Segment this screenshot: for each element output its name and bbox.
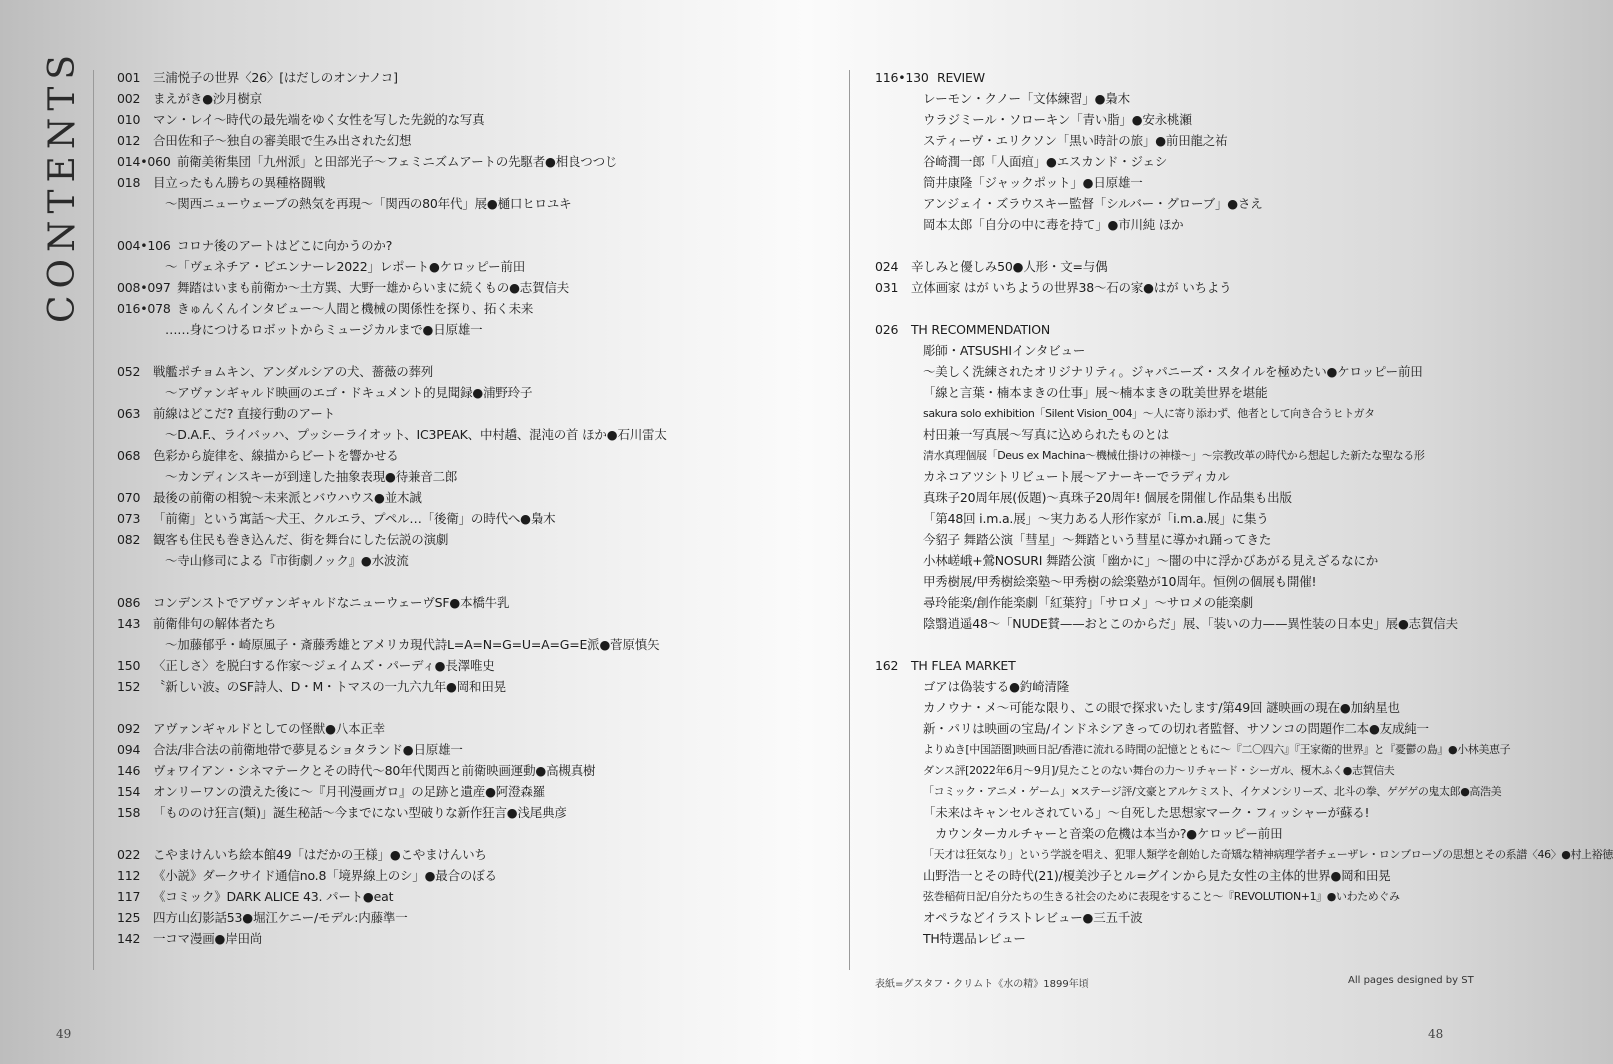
toc-entry xyxy=(117,88,667,109)
section-item: 村田兼一写真展〜写真に込められたものとは xyxy=(923,427,1170,442)
entry-page-number: 031 xyxy=(875,280,899,295)
group-spacer xyxy=(117,571,667,592)
section-item: アンジェイ・ズラウスキー監督「シルバー・グローブ」●さえ xyxy=(923,196,1263,211)
page-number-left: 49 xyxy=(56,1027,72,1041)
entry-title: 「前衛」という寓話〜犬王、クルエラ、プペル…「後衛」の時代へ●梟木 xyxy=(153,511,556,526)
entry-page-number: 016•078 xyxy=(117,301,171,316)
section-item: 「コミック・アニメ・ゲーム」×ステージ評/文豪とアルケミスト、イケメンシリーズ、北斗の拳、ゲゲゲの鬼太郎●高浩美 xyxy=(923,785,1502,798)
entry-page-number: 004•106 xyxy=(117,238,171,253)
entry-page-number: 112 xyxy=(117,868,141,883)
toc-entry xyxy=(117,403,667,424)
entry-title: コンデンストでアヴァンギャルドなニューウェーヴSF●本橋牛乳 xyxy=(153,595,510,610)
section-item: ウラジミール・ソローキン「青い脂」●安永桃瀬 xyxy=(923,112,1192,127)
entry-title: オンリーワンの潰えた後に〜『月刊漫画ガロ』の足跡と遺産●阿澄森羅 xyxy=(153,784,546,799)
entry-page-number: 150 xyxy=(117,658,141,673)
toc-entry xyxy=(117,445,667,466)
group-spacer xyxy=(117,823,667,844)
entry-title: 合法/非合法の前衛地帯で夢見るショタランド●日原雄一 xyxy=(153,742,463,757)
section-item: カノウナ・メ〜可能な限り、この眼で探求いたします/第49回 謎映画の現在●加納星也 xyxy=(923,700,1400,715)
toc-entry xyxy=(875,277,1613,298)
section-item: 小林嵯峨+鶯NOSURI 舞踏公演「幽かに」〜闇の中に浮かびあがる見えざるなにか xyxy=(923,553,1379,568)
toc-entry xyxy=(117,886,667,907)
toc-entry xyxy=(117,172,667,193)
toc-entry xyxy=(875,256,1613,277)
entry-page-number: 010 xyxy=(117,112,141,127)
entry-page-number: 012 xyxy=(117,133,141,148)
section-item: スティーヴ・エリクソン「黒い時計の旅」●前田龍之祐 xyxy=(923,133,1228,148)
toc-entry xyxy=(117,193,667,214)
toc-entry xyxy=(117,487,667,508)
left-divider xyxy=(93,70,94,970)
toc-entry xyxy=(117,676,667,697)
entry-page-number: 086 xyxy=(117,595,141,610)
toc-entry xyxy=(117,298,667,319)
toc-entry xyxy=(117,256,667,277)
entry-page-number: 154 xyxy=(117,784,141,799)
design-credit: All pages designed by ST xyxy=(1348,975,1474,986)
toc-entry xyxy=(117,109,667,130)
section-item: レーモン・クノー「文体練習」●梟木 xyxy=(923,91,1130,106)
entry-title: 《小説》ダークサイド通信no.8「境界線上のシ」●最合のぼる xyxy=(153,868,497,883)
entry-subtitle: 〜「ヴェネチア・ビエンナーレ2022」レポート●ケロッピー前田 xyxy=(165,259,526,274)
page-number-right: 48 xyxy=(1428,1027,1444,1041)
entry-title: まえがき●沙月樹京 xyxy=(153,91,263,106)
entry-page-number: 070 xyxy=(117,490,141,505)
entry-subtitle: ……身につけるロボットからミュージカルまで●日原雄一 xyxy=(165,322,483,337)
entry-page-number: 068 xyxy=(117,448,141,463)
entry-title: こやまけんいち絵本館49「はだかの王様」●こやまけんいち xyxy=(153,847,487,862)
entry-page-number: 117 xyxy=(117,889,141,904)
section-spacer xyxy=(875,235,1613,256)
section-item: 「天才は狂気なり」という学説を唱え、犯罪人類学を創始した奇矯な精神病理学者チェーザレ・ロンブローゾの思想とその系譜〈46〉●村上裕徳 xyxy=(923,848,1613,861)
group-spacer xyxy=(117,214,667,235)
group-spacer xyxy=(117,340,667,361)
entry-page-number: 073 xyxy=(117,511,141,526)
entry-page-number: 142 xyxy=(117,931,141,946)
section-item: 彫師・ATSUSHIインタビュー xyxy=(923,343,1086,358)
section-item: オペラなどイラストレビュー●三五千波 xyxy=(923,910,1143,925)
entry-title: 戦艦ポチョムキン、アンダルシアの犬、薔薇の葬列 xyxy=(153,364,434,379)
entry-subtitle: 〜アヴァンギャルド映画のエゴ・ドキュメント的見聞録●浦野玲子 xyxy=(165,385,533,400)
entry-page-number: 125 xyxy=(117,910,141,925)
entry-title: 目立ったもん勝ちの異種格闘戦 xyxy=(153,175,326,190)
section-item: 新・パリは映画の宝島/インドネシアきっての切れ者監督、サソンコの問題作二本●友成純一 xyxy=(923,721,1429,736)
entry-title: 前衛美術集団「九州派」と田部光子〜フェミニズムアートの先駆者●相良つつじ xyxy=(177,154,618,169)
section-item: カネコアツシトリビュート展〜アナーキーでラディカル xyxy=(923,469,1230,484)
toc-entry xyxy=(117,634,667,655)
entry-title: 前衛俳句の解体者たち xyxy=(153,616,277,631)
toc-entry xyxy=(117,928,667,949)
toc-entry xyxy=(117,67,667,88)
entry-title: 色彩から旋律を、線描からビートを響かせる xyxy=(153,448,399,463)
section-item: 谷崎潤一郎「人面疽」●エスカンド・ジェシ xyxy=(923,154,1168,169)
section-spacer xyxy=(875,634,1613,655)
entry-title: ヴォワイアン・シネマテークとその時代〜80年代関西と前衛映画運動●高槻真樹 xyxy=(153,763,596,778)
section-spacer xyxy=(875,298,1613,319)
toc-entry xyxy=(117,907,667,928)
entry-page-number: 022 xyxy=(117,847,141,862)
entry-title: 前線はどこだ? 直接行動のアート xyxy=(153,406,336,421)
section-title: TH FLEA MARKET xyxy=(911,658,1016,673)
toc-entry xyxy=(117,319,667,340)
entry-page-number: 143 xyxy=(117,616,141,631)
entry-title: 観客も住民も巻き込んだ、街を舞台にした伝説の演劇 xyxy=(153,532,449,547)
entry-page-number: 063 xyxy=(117,406,141,421)
entry-title: 〝新しい波〟のSF詩人、D・M・トマスの一九六九年●岡和田晃 xyxy=(153,679,506,694)
section-header xyxy=(875,67,1613,88)
toc-entry xyxy=(117,613,667,634)
section-header xyxy=(875,655,1613,676)
entry-page-number: 092 xyxy=(117,721,141,736)
entry-title: 四方山幻影話53●堀江ケニー/モデル:内藤準一 xyxy=(153,910,408,925)
section-page-number: 026 xyxy=(875,322,899,337)
toc-entry xyxy=(117,361,667,382)
entry-page-number: 018 xyxy=(117,175,141,190)
left-contents-list xyxy=(117,67,667,949)
entry-title: コロナ後のアートはどこに向かうのか? xyxy=(177,238,393,253)
entry-title: 合田佐和子〜独自の審美眼で生み出された幻想 xyxy=(153,133,412,148)
toc-entry xyxy=(117,151,667,172)
right-divider xyxy=(849,70,850,970)
toc-entry xyxy=(117,508,667,529)
section-item: 筒井康隆「ジャックポット」●日原雄一 xyxy=(923,175,1143,190)
toc-entry xyxy=(117,802,667,823)
entry-title: 舞踏はいまも前衛か〜土方巽、大野一雄からいまに続くもの●志賀信夫 xyxy=(177,280,570,295)
entry-title: 最後の前衛の相貌〜未来派とバウハウス●並木誠 xyxy=(153,490,422,505)
section-item: 陰翳逍遥48〜「NUDE賛——おとこのからだ」展、「装いの力——異性装の日本史」展●志賀信夫 xyxy=(923,616,1458,631)
entry-title: 三浦悦子の世界〈26〉[はだしのオンナノコ] xyxy=(153,70,398,85)
contents-title: CONTENTS xyxy=(42,47,84,323)
entry-page-number: 008•097 xyxy=(117,280,171,295)
entry-title: 辛しみと優しみ50●人形・文=与偶 xyxy=(911,259,1108,274)
entry-page-number: 082 xyxy=(117,532,141,547)
toc-entry xyxy=(117,760,667,781)
toc-entry xyxy=(117,466,667,487)
entry-title: マン・レイ〜時代の最先端をゆく女性を写した先鋭的な写真 xyxy=(153,112,485,127)
toc-entry xyxy=(117,550,667,571)
toc-entry xyxy=(117,424,667,445)
section-item: 今貂子 舞踏公演「彗星」〜舞踏という彗星に導かれ踊ってきた xyxy=(923,532,1272,547)
section-header xyxy=(875,319,1613,340)
section-title: TH RECOMMENDATION xyxy=(911,322,1051,337)
entry-page-number: 024 xyxy=(875,259,899,274)
entry-page-number: 152 xyxy=(117,679,141,694)
section-item: 〜美しく洗練されたオリジナリティ。ジャパニーズ・スタイルを極めたい●ケロッピー前田 xyxy=(923,364,1423,379)
section-item: よりぬき[中国語圏]映画日記/香港に流れる時間の記憶とともに〜『二〇四六』『王家衛的世界』と『憂鬱の島』●小林美恵子 xyxy=(923,743,1511,756)
toc-entry xyxy=(117,277,667,298)
entry-subtitle: 〜関西ニューウェーブの熱気を再現〜「関西の80年代」展●樋口ヒロユキ xyxy=(165,196,572,211)
section-item: ダンス評[2022年6月〜9月]/見たことのない舞台の力〜リチャード・シーガル、榎木ふく●志賀信夫 xyxy=(923,764,1395,777)
entry-page-number: 146 xyxy=(117,763,141,778)
toc-entry xyxy=(117,529,667,550)
group-spacer xyxy=(117,697,667,718)
toc-entry xyxy=(117,739,667,760)
toc-entry xyxy=(117,382,667,403)
entry-title: きゅんくんインタビュー〜人間と機械の関係性を探り、拓く未来 xyxy=(177,301,534,316)
entry-subtitle: 〜寺山修司による『市街劇ノック』●水波流 xyxy=(165,553,409,568)
entry-page-number: 014•060 xyxy=(117,154,171,169)
toc-entry xyxy=(117,592,667,613)
cover-credit: 表紙=グスタフ・クリムト《水の精》1899年頃 xyxy=(875,979,1089,990)
entry-title: アヴァンギャルドとしての怪獣●八本正幸 xyxy=(153,721,385,736)
section-item: 「未来はキャンセルされている」〜自死した思想家マーク・フィッシャーが蘇る! xyxy=(923,805,1370,820)
entry-page-number: 052 xyxy=(117,364,141,379)
entry-subtitle: 〜カンディンスキーが到達した抽象表現●待兼音二郎 xyxy=(165,469,458,484)
entry-subtitle: 〜加藤郁乎・崎原風子・斎藤秀雄とアメリカ現代詩L=A=N=G=U=A=G=E派●菅原慎矢 xyxy=(165,637,660,652)
section-item: 甲秀樹展/甲秀樹絵楽塾〜甲秀樹の絵楽塾が10周年。恒例の個展も開催! xyxy=(923,574,1317,589)
entry-page-number: 094 xyxy=(117,742,141,757)
section-item: ゴアは偽装する●釣崎清隆 xyxy=(923,679,1070,694)
section-item: 真珠子20周年展(仮題)〜真珠子20周年! 個展を開催し作品集も出版 xyxy=(923,490,1292,505)
section-item: sakura solo exhibition「Silent Vision_004」〜人に寄り添わず、他者として向き合うヒトガタ xyxy=(923,407,1375,420)
toc-entry xyxy=(117,718,667,739)
section-item: 清水真理個展「Deus ex Machina〜機械仕掛けの神様〜」〜宗教改革の時代から想起した新たな聖なる形 xyxy=(923,449,1425,462)
section-item: TH特選品レビュー xyxy=(923,931,1026,946)
entry-title: 一コマ漫画●岸田尚 xyxy=(153,931,263,946)
section-page-number: 116•130 xyxy=(875,70,929,85)
section-item: 尋玲能楽/創作能楽劇「紅葉狩」「サロメ」〜サロメの能楽劇 xyxy=(923,595,1253,610)
toc-entry xyxy=(117,655,667,676)
toc-entry xyxy=(117,781,667,802)
toc-entry xyxy=(117,130,667,151)
entry-title: 〈正しさ〉を脱臼する作家〜ジェイムズ・パーディ●長澤唯史 xyxy=(153,658,495,673)
toc-entry xyxy=(117,865,667,886)
entry-subtitle: 〜D.A.F.、ライバッハ、プッシーライオット、IC3PEAK、中村趫、混沌の首 ほか●石川雷太 xyxy=(165,427,667,442)
toc-entry xyxy=(117,235,667,256)
section-item: 山野浩一とその時代(21)/榎美沙子とル=グインから見た女性の主体的世界●岡和田晃 xyxy=(923,868,1391,883)
entry-title: 《コミック》DARK ALICE 43. パート●eat xyxy=(153,889,394,904)
section-item: 弦巻稲荷日記/自分たちの生きる社会のために表現をすること〜『REVOLUTION+1』●いわためぐみ xyxy=(923,890,1400,903)
entry-page-number: 002 xyxy=(117,91,141,106)
entry-page-number: 001 xyxy=(117,70,141,85)
section-item: 「第48回 i.m.a.展」〜実力ある人形作家が「i.m.a.展」に集う xyxy=(923,511,1269,526)
section-title: REVIEW xyxy=(937,70,985,85)
toc-entry xyxy=(117,844,667,865)
section-item: 「線と言葉・楠本まきの仕事」展〜楠本まきの耽美世界を堪能 xyxy=(923,385,1268,400)
section-item: カウンターカルチャーと音楽の危機は本当か?●ケロッピー前田 xyxy=(935,826,1283,841)
right-contents-list xyxy=(875,67,1613,949)
section-page-number: 162 xyxy=(875,658,899,673)
entry-title: 立体画家 はが いちようの世界38〜石の家●はが いちよう xyxy=(911,280,1232,295)
entry-title: 「もののけ狂言(類)」誕生秘話〜今までにない型破りな新作狂言●浅尾典彦 xyxy=(153,805,567,820)
entry-page-number: 158 xyxy=(117,805,141,820)
section-item: 岡本太郎「自分の中に毒を持て」●市川純 ほか xyxy=(923,217,1184,232)
